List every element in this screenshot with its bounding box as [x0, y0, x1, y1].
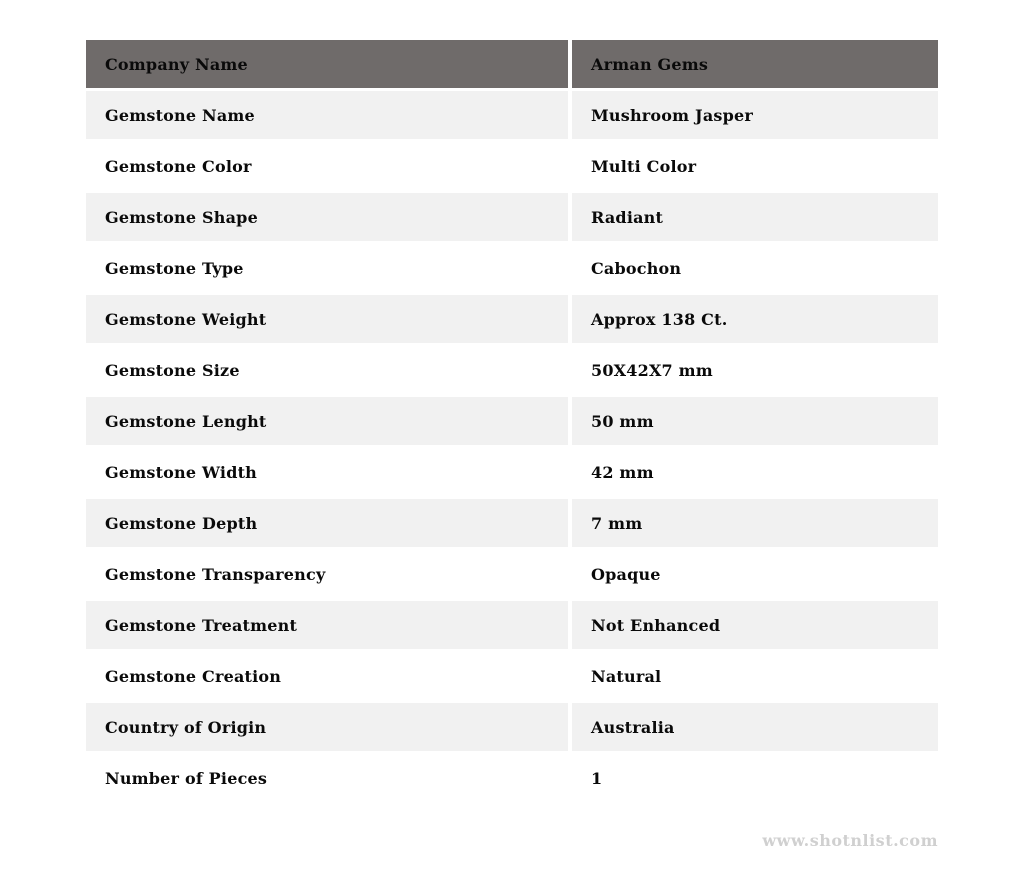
- table-row: [86, 91, 938, 139]
- row-value: Approx 138 Ct.: [572, 295, 938, 343]
- row-label: Country of Origin: [86, 703, 568, 751]
- table-row: [86, 346, 938, 394]
- row-label: Gemstone Name: [86, 91, 568, 139]
- row-label: Gemstone Treatment: [86, 601, 568, 649]
- header-label-company-name: Company Name: [86, 40, 568, 88]
- gemstone-spec-table: [86, 40, 938, 805]
- table-row: [86, 601, 938, 649]
- row-value: Cabochon: [572, 244, 938, 292]
- row-label: Gemstone Lenght: [86, 397, 568, 445]
- row-value: 7 mm: [572, 499, 938, 547]
- row-label: Gemstone Weight: [86, 295, 568, 343]
- table-row: [86, 244, 938, 292]
- row-value: 50 mm: [572, 397, 938, 445]
- table-row: [86, 295, 938, 343]
- row-label: Number of Pieces: [86, 754, 568, 802]
- row-value: Australia: [572, 703, 938, 751]
- header-value-company-name: Arman Gems: [572, 40, 938, 88]
- row-label: Gemstone Size: [86, 346, 568, 394]
- row-label: Gemstone Type: [86, 244, 568, 292]
- row-label: Gemstone Color: [86, 142, 568, 190]
- row-value: Natural: [572, 652, 938, 700]
- table-row: [86, 754, 938, 802]
- row-value: Radiant: [572, 193, 938, 241]
- table-header-row: [86, 40, 938, 88]
- table-row: [86, 550, 938, 598]
- row-value: Opaque: [572, 550, 938, 598]
- row-value: 42 mm: [572, 448, 938, 496]
- row-label: Gemstone Transparency: [86, 550, 568, 598]
- row-label: Gemstone Width: [86, 448, 568, 496]
- table-row: [86, 448, 938, 496]
- table-row: [86, 142, 938, 190]
- row-label: Gemstone Creation: [86, 652, 568, 700]
- table-body: [86, 91, 938, 802]
- row-value: 50X42X7 mm: [572, 346, 938, 394]
- row-label: Gemstone Shape: [86, 193, 568, 241]
- row-value: Not Enhanced: [572, 601, 938, 649]
- row-label: Gemstone Depth: [86, 499, 568, 547]
- table-row: [86, 499, 938, 547]
- row-value: Multi Color: [572, 142, 938, 190]
- table-row: [86, 652, 938, 700]
- row-value: Mushroom Jasper: [572, 91, 938, 139]
- watermark-text: www.shotnlist.com: [762, 831, 938, 850]
- table-row: [86, 193, 938, 241]
- row-value: 1: [572, 754, 938, 802]
- table-row: [86, 397, 938, 445]
- table-row: [86, 703, 938, 751]
